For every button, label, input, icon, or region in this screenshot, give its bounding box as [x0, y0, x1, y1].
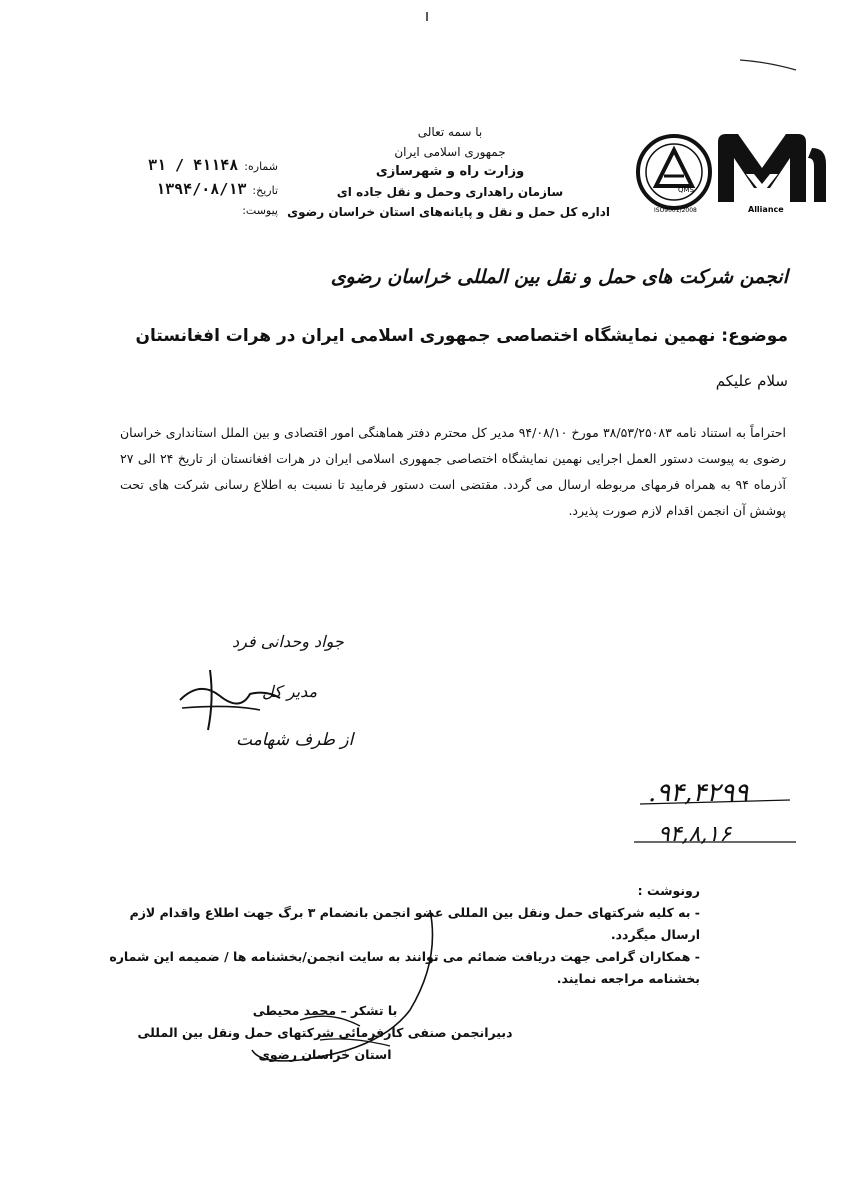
republic-name: جمهوری اسلامی ایران: [394, 145, 506, 159]
closing-role: دبیرانجمن صنفی کارفرمائی شرکتهای حمل ونقل بین المللی: [137, 1025, 513, 1040]
letterhead: [287, 122, 610, 222]
number-row: [118, 156, 278, 180]
logo-iso-text: ISO9001/2008: [654, 207, 697, 214]
date-label: تاریخ:: [252, 184, 278, 197]
attachment-row: [118, 204, 278, 228]
number-label: شماره:: [244, 160, 278, 173]
signatory-on-behalf: از طرف شهامت: [236, 730, 354, 750]
ministry-name: وزارت راه و شهرسازی: [375, 164, 525, 179]
handwritten-date: ۹۴,۸,۱۶: [658, 822, 732, 847]
closing-thanks: با تشکر – محمد محیطی: [252, 1003, 398, 1018]
cc-title: رونوشت :: [637, 883, 700, 898]
letter-meta: [118, 156, 278, 228]
number-value: ۳۱ / ۴۱۱۴۸: [147, 156, 239, 174]
logo-alliance-text: Alliance: [748, 205, 784, 214]
cc-item: - همکاران گرامی جهت دریافت ضمائم می توانند به سایت انجمن/بخشنامه ها / ضمیمه این شماره بخشنامه مراجعه نمایند.: [109, 949, 700, 986]
greeting: سلام علیکم: [715, 372, 788, 390]
letter-body: احتراماً به استناد نامه ۳۸/۵۳/۲۵۰۸۳ مورخ ۹۴/۰۸/۱۰ مدیر کل محترم دفتر هماهنگی امور اقتصادی و بین الملل استانداری خراسان رضوی به پیوست دستور العمل اجرایی نهمین نمایشگاه اختصاصی جمهوری اسلامی ایران در هرات افغانستان از تاریخ ۲۴ الی ۲۷ آذرماه ۹۴ به همراه فرمهای مربوطه ارسال می گردد. مقتضی است دستور فرمایید تا نسبت به اطلاع رسانی شرکت های تحت پوشش آن انجمن اقدام لازم صورت پذیرد.: [120, 425, 786, 518]
basmala: با سمه تعالی: [417, 125, 483, 139]
recipient-association: انجمن شرکت های حمل و نقل بین المللی خراسان رضوی: [330, 266, 788, 288]
cc-item: - به کلیه شرکتهای حمل ونقل بین المللی عضو انجمن بانضمام ۳ برگ جهت اطلاع واقدام لازم ارسال میگردد.: [129, 905, 700, 942]
attachment-label: پیوست:: [242, 204, 278, 217]
pen-stroke-mark: [738, 56, 798, 72]
date-value: ۱۳۹۴/۰۸/۱۳: [156, 180, 247, 198]
letter-subject: موضوع: نهمین نمایشگاه اختصاصی جمهوری اسلامی ایران در هرات افغانستان: [135, 326, 788, 346]
signatory-title: مدیر کل: [262, 682, 318, 701]
closing-signature-scribble: [240, 900, 450, 1080]
ministry-logo-icon: [630, 128, 830, 216]
signatory-name: جواد وحدانی فرد: [232, 632, 344, 651]
organization-name: سازمان راهداری وحمل و نقل جاده ای: [336, 185, 564, 199]
ink-mark: [424, 12, 430, 22]
closing-province: استان خراسان رضوی: [258, 1047, 392, 1062]
handwritten-number: .۹۴,۴۲۹۹: [648, 778, 749, 808]
department-name: اداره کل حمل و نقل و پایانه‌های استان خراسان رضوی: [287, 205, 610, 219]
logo-qms-text: QMS: [678, 186, 694, 194]
date-row: [118, 180, 278, 204]
